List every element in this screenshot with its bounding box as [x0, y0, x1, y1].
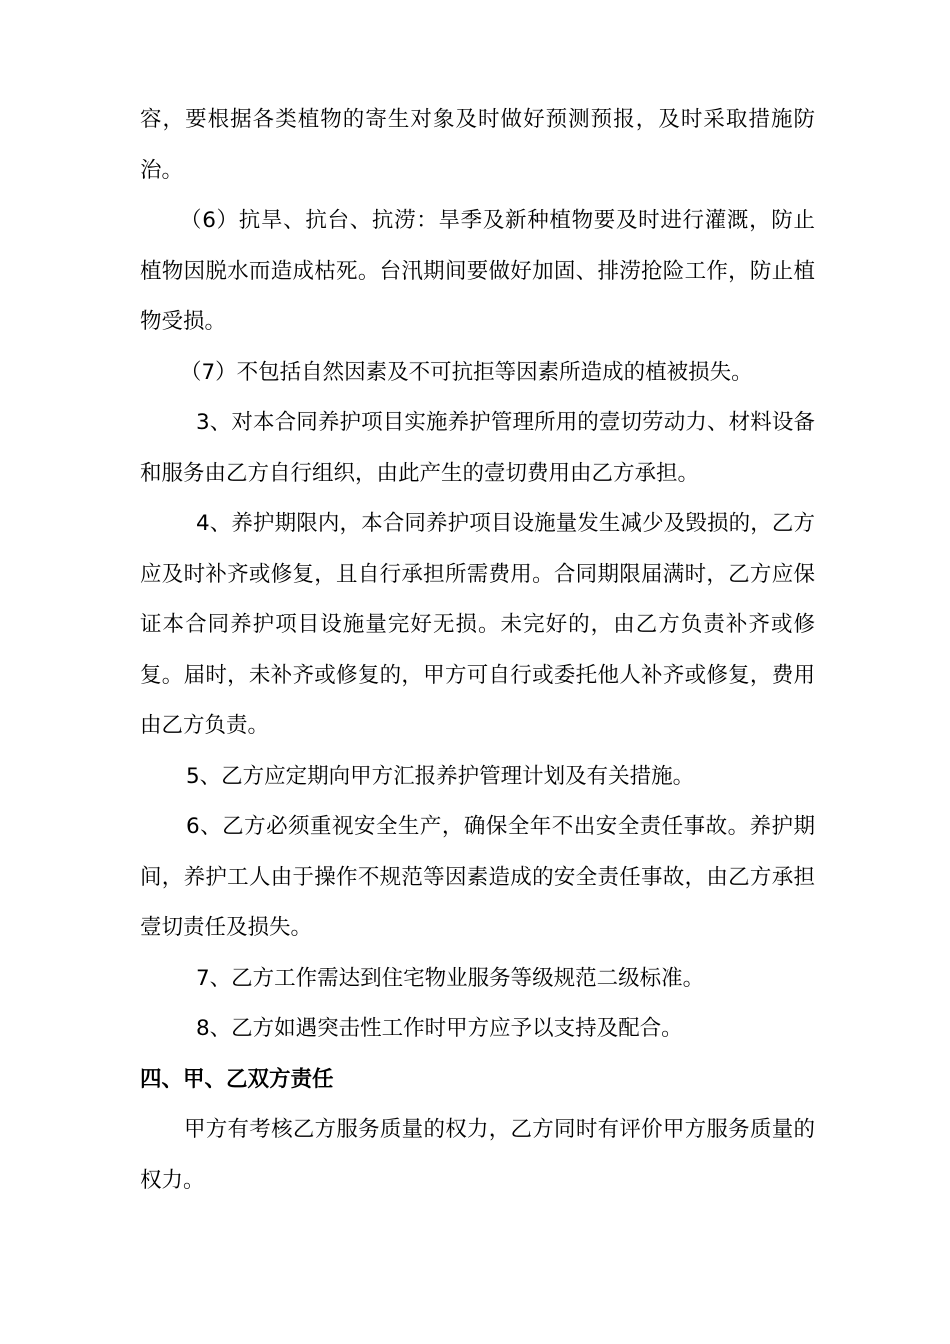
paragraph-natural-factors-exclusion: （7）不包括自然因素及不可抗拒等因素所造成的植被损失。 [180, 359, 753, 385]
paragraph-drought-typhoon-flood: （6）抗旱、抗台、抗涝：旱季及新种植物要及时进行灌溉，防止植物因脱水而造成枯死。台汛期间要做好加固、排涝抢险工作，防止植物受损。 [140, 208, 815, 334]
paragraph-pest-control-end: 容，要根据各类植物的寄生对象及时做好预测预报，及时采取措施防治。 [140, 107, 815, 183]
paragraph-rights: 甲方有考核乙方服务质量的权力，乙方同时有评价甲方服务质量的权力。 [140, 1117, 815, 1193]
paragraph-clause-3: 3、对本合同养护项目实施养护管理所用的壹切劳动力、材料设备和服务由乙方自行组织，由此产生的壹切费用由乙方承担。 [140, 410, 815, 486]
paragraph-clause-4: 4、养护期限内，本合同养护项目设施量发生减少及毁损的，乙方应及时补齐或修复，且自行承担所需费用。合同期限届满时，乙方应保证本合同养护项目设施量完好无损。未完好的，由乙方负责补齐或修复。届时，未补齐或修复的，甲方可自行或委托他人补齐或修复，费用由乙方负责。 [140, 511, 815, 738]
paragraph-clause-8: 8、乙方如遇突击性工作时甲方应予以支持及配合。 [196, 1016, 683, 1041]
document-page [140, 95, 815, 1206]
section-heading: 四、甲、乙双方责任 [140, 1066, 334, 1092]
paragraph-clause-5: 5、乙方应定期向甲方汇报养护管理计划及有关措施。 [186, 763, 695, 789]
paragraph-clause-7: 7、乙方工作需达到住宅物业服务等级规范二级标准。 [196, 965, 705, 991]
paragraph-clause-6: 6、乙方必须重视安全生产，确保全年不出安全责任事故。养护期间，养护工人由于操作不规范等因素造成的安全责任事故，由乙方承担壹切责任及损失。 [140, 814, 815, 940]
